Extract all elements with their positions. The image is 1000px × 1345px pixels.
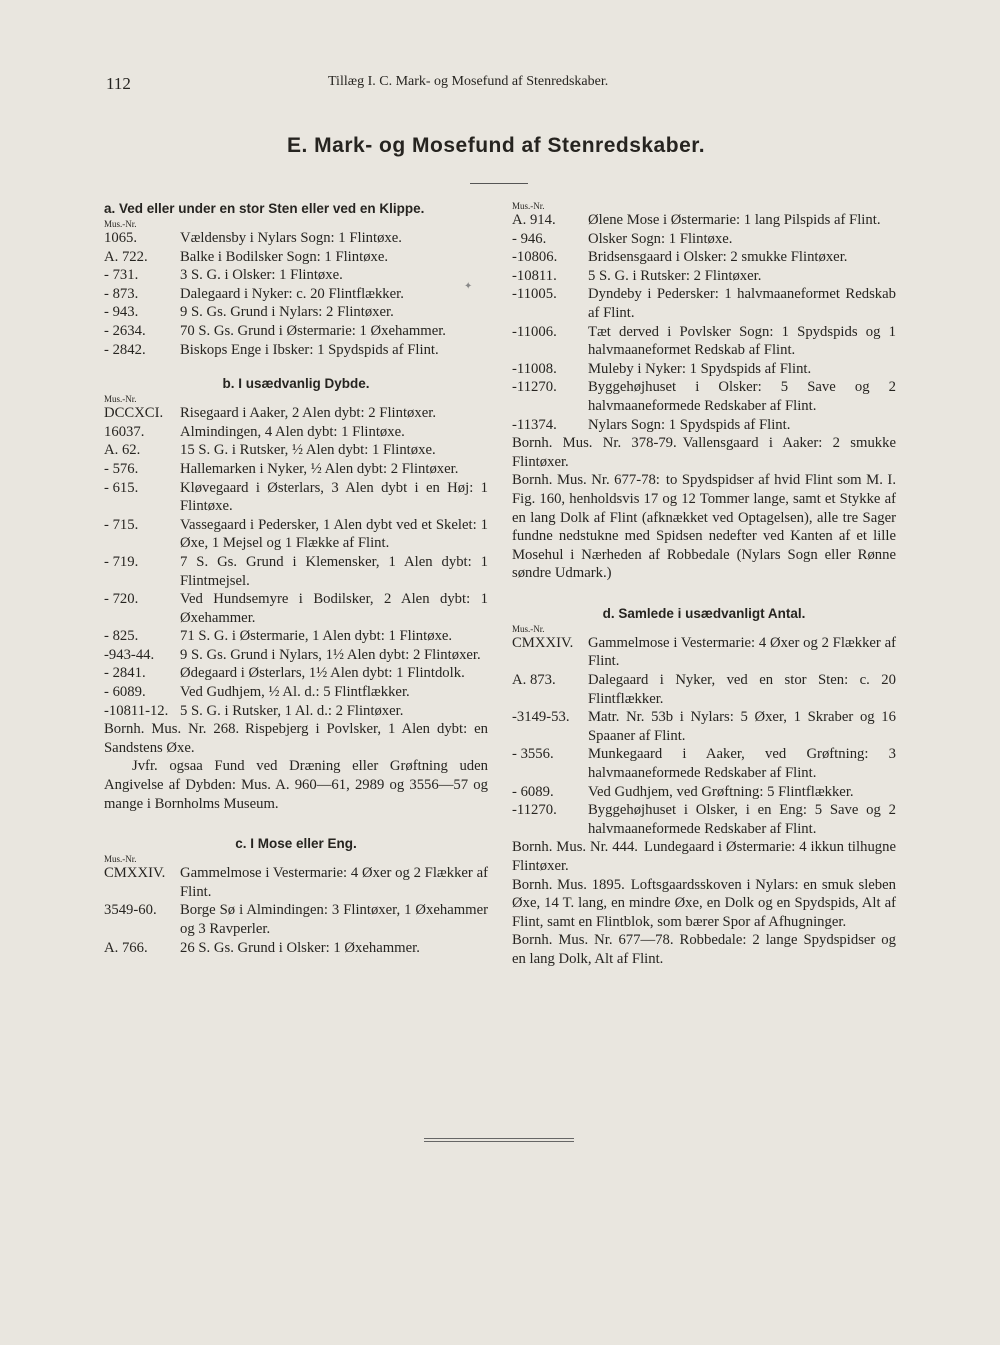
entry-number: Bornh. Mus. Nr. 444. <box>512 839 638 856</box>
entry-text: Gammelmose i Vestermarie: 4 Øxer og 2 Flækker af Flint. <box>180 865 488 900</box>
list-item <box>104 939 488 958</box>
entry-number: A. 873. <box>512 672 556 689</box>
list-item <box>512 876 896 932</box>
entry-number: CMXXIV. <box>104 865 166 882</box>
list-item <box>512 416 896 435</box>
mus-nr-label: Mus.-Nr. <box>104 394 137 405</box>
note-paragraph: Jvfr. ogsaa Fund ved Dræning eller Grøftning uden Angivelse af Dybden: Mus. A. 960—61, 2989 og 3556—57 og mange i Bornholms Museum. <box>104 758 488 812</box>
bottom-rule-bottom <box>424 1141 574 1142</box>
list-item <box>512 248 896 267</box>
entry-number: 3549-60. <box>104 902 157 919</box>
list-item <box>104 627 488 646</box>
section-heading: a. Ved eller under en stor Sten eller ved en Klippe. <box>104 201 425 216</box>
entry-number: -943-44. <box>104 646 155 663</box>
entry-text: Tæt derved i Povlsker Sogn: 1 Spydspids og 1 halvmaaneformet Redskab af Flint. <box>588 323 896 359</box>
entry-number: - 720. <box>104 591 139 608</box>
left-column <box>104 200 488 957</box>
list-item <box>512 931 896 968</box>
entry-number: A. 914. <box>512 212 556 228</box>
entry-text: Hallemarken i Nyker, ½ Alen dybt: 2 Flintøxer. <box>180 460 459 477</box>
list-item <box>512 434 896 471</box>
entry-number: - 3556. <box>512 746 554 763</box>
entry-number: -11006. <box>512 323 557 340</box>
entry-text: Byggehøjhuset i Olsker, i en Eng: 5 Save og 2 halvmaaneformede Redskaber af Flint. <box>588 802 896 837</box>
entry-text: Ølene Mose i Østermarie: 1 lang Pilspids af Flint. <box>588 212 881 228</box>
list-item <box>512 838 896 875</box>
entry-text: Lundegaard i Østermarie: 4 ikkun tilhugne Flintøxer. <box>512 839 896 874</box>
entry-text: Robbedale: 2 lange Spydspidser og en lang Dolk, Alt af Flint. <box>512 932 896 967</box>
list-item <box>104 285 488 304</box>
list-item <box>104 590 488 627</box>
entry-text: 71 S. G. i Østermarie, 1 Alen dybt: 1 Flintøxe. <box>180 628 453 645</box>
entry-text: Balke i Bodilsker Sogn: 1 Flintøxe. <box>180 248 389 265</box>
entry-number: -11270. <box>512 379 557 396</box>
entry-text: Munkegaard i Aaker, ved Grøftning: 3 halvmaaneformede Redskaber af Flint. <box>588 746 896 782</box>
entry-text: Risegaard i Aaker, 2 Alen dybt: 2 Flintøxer. <box>180 405 436 422</box>
speck-mark: ✦ <box>464 281 473 292</box>
mus-nr-label: Mus.-Nr. <box>512 201 545 211</box>
mus-nr-label: Mus.-Nr. <box>104 219 137 229</box>
entry-text: Dalegaard i Nyker, ved en stor Sten: c. 20 Flintflækker. <box>588 672 896 707</box>
list-item <box>512 267 896 286</box>
entry-number: -11270. <box>512 802 557 819</box>
entry-text: Vallensgaard i Aaker: 2 smukke Flintøxer. <box>512 435 896 470</box>
list-item <box>512 471 896 583</box>
entry-number: - 6089. <box>512 783 554 800</box>
entry-text: 26 S. Gs. Grund i Olsker: 1 Øxehammer. <box>180 939 420 956</box>
entry-number: DCCXCI. <box>104 405 164 422</box>
entry-number: - 946. <box>512 230 547 247</box>
list-item <box>512 634 896 671</box>
entry-number: - 715. <box>104 516 139 533</box>
mus-nr-label: Mus.-Nr. <box>512 623 545 634</box>
entry-number: - 825. <box>104 628 139 645</box>
entry-number: A. 722. <box>104 248 148 265</box>
right-column <box>512 200 896 969</box>
entry-number: -10806. <box>512 249 558 266</box>
list-item <box>104 441 488 460</box>
list-item <box>512 360 896 379</box>
entry-number: A. 766. <box>104 939 148 956</box>
entry-text: Muleby i Nyker: 1 Spydspids af Flint. <box>588 360 812 377</box>
entry-text: Vældensby i Nylars Sogn: 1 Flintøxe. <box>180 230 402 246</box>
entry-text: 5 S. G. i Rutsker: 2 Flintøxer. <box>588 267 762 284</box>
page-title: E. Mark- og Mosefund af Stenredskaber. <box>287 134 706 157</box>
entry-text: Almindingen, 4 Alen dybt: 1 Flintøxe. <box>180 423 405 440</box>
entry-number: Bornh. Mus. 1895. <box>512 876 625 893</box>
list-item <box>512 783 896 802</box>
list-item <box>512 708 896 745</box>
entry-number: - 615. <box>104 479 139 496</box>
bottom-rule-top <box>424 1138 574 1139</box>
list-item <box>104 404 488 423</box>
entry-text: 15 S. G. i Rutsker, ½ Alen dybt: 1 Flintøxe. <box>180 442 436 459</box>
list-item <box>104 248 488 267</box>
list-item <box>104 901 488 938</box>
running-head: Tillæg I. C. Mark- og Mosefund af Stenredskaber. <box>328 74 609 89</box>
entry-text: Ved Gudhjem, ved Grøftning: 5 Flintflækker. <box>588 783 854 800</box>
entry-number: -11005. <box>512 286 557 303</box>
list-item <box>104 322 488 341</box>
entry-number: 1065. <box>104 230 138 246</box>
list-item <box>512 323 896 360</box>
section-heading: c. I Mose eller Eng. <box>235 836 357 852</box>
entry-number: - 731. <box>104 267 139 284</box>
entry-number: -11374. <box>512 416 557 433</box>
entry-text: Ødegaard i Østerlars, 1½ Alen dybt: 1 Flintdolk. <box>180 665 465 682</box>
list-item <box>104 303 488 322</box>
entry-number: Bornh. Mus. Nr. 677-78: <box>512 472 660 489</box>
section-heading: d. Samlede i usædvanligt Antal. <box>602 605 806 621</box>
entry-number: -10811-12. <box>104 702 169 719</box>
entry-text: 7 S. Gs. Grund i Klemensker, 1 Alen dybt: 1 Flintmejsel. <box>180 553 488 589</box>
list-item <box>104 553 488 590</box>
entry-number: CMXXIV. <box>512 634 574 651</box>
entry-text: Matr. Nr. 53b i Nylars: 5 Øxer, 1 Skraber og 16 Spaaner af Flint. <box>588 709 896 744</box>
entry-text: 5 S. G. i Rutsker, 1 Al. d.: 2 Flintøxer. <box>180 702 404 719</box>
entry-number: - 873. <box>104 285 139 302</box>
entry-text: 9 S. Gs. Grund i Nylars, 1½ Alen dybt: 2 Flintøxer. <box>180 646 481 663</box>
list-item <box>104 646 488 665</box>
entry-text: 3 S. G. i Olsker: 1 Flintøxe. <box>180 267 343 284</box>
list-item <box>104 864 488 901</box>
section-heading: b. I usædvanlig Dybde. <box>222 376 370 392</box>
entry-text: Nylars Sogn: 1 Spydspids af Flint. <box>588 416 791 433</box>
entry-text: 9 S. Gs. Grund i Nylars: 2 Flintøxer. <box>180 304 394 321</box>
list-item <box>512 745 896 782</box>
list-item <box>512 801 896 838</box>
entry-number: - 576. <box>104 460 139 477</box>
entry-number: - 6089. <box>104 684 146 701</box>
list-item <box>512 378 896 415</box>
entry-number: - 2634. <box>104 322 146 339</box>
entry-number: Bornh. Mus. Nr. 378-79. <box>512 435 677 452</box>
entry-text: Dyndeby i Pedersker: 1 halvmaaneformet Redskab af Flint. <box>588 286 896 321</box>
list-item <box>104 341 488 360</box>
list-item <box>104 683 488 702</box>
title-rule <box>470 183 528 184</box>
entry-text: Kløvegaard i Østerlars, 3 Alen dybt i en Høj: 1 Flintøxe. <box>180 479 488 515</box>
list-item <box>104 423 488 442</box>
entry-number: -3149-53. <box>512 709 570 726</box>
list-item <box>104 702 488 721</box>
list-item <box>104 516 488 553</box>
entry-text: Borge Sø i Almindingen: 3 Flintøxer, 1 Øxehammer og 3 Ravperler. <box>180 902 488 937</box>
list-item <box>104 720 488 757</box>
entry-text: Vassegaard i Pedersker, 1 Alen dybt ved et Skelet: 1 Øxe, 1 Mejsel og 1 Flække af Flint. <box>180 516 488 552</box>
entry-text: Dalegaard i Nyker: c. 20 Flintflækker. <box>180 285 404 302</box>
entry-number: - 943. <box>104 304 139 321</box>
entry-number: 16037. <box>104 423 145 440</box>
entry-number: Bornh. Mus. Nr. 268. <box>104 721 240 738</box>
entry-text: Byggehøjhuset i Olsker: 5 Save og 2 halvmaaneformede Redskaber af Flint. <box>588 379 896 414</box>
list-item <box>512 211 896 230</box>
list-item <box>104 479 488 516</box>
entry-text: Biskops Enge i Ibsker: 1 Spydspids af Flint. <box>180 341 439 358</box>
list-item <box>104 266 488 285</box>
entry-number: - 719. <box>104 553 139 570</box>
list-item <box>104 460 488 479</box>
list-item <box>104 664 488 683</box>
entry-text: Ved Gudhjem, ½ Al. d.: 5 Flintflækker. <box>180 684 410 701</box>
entry-text: to Spydspidser af hvid Flint som M. I. Fig. 160, henholdsvis 17 og 12 Tommer lange, samt et Stykke af en lang Dolk af Flint (afknækket ved Optagelsen), alle tre Sager fundne nedstukne med Spidsen nedefter ved Kanten af et lille Mosehul i Nærheden af Robbedale (Nylars Sogn eller Rønne søndre Udmark.) <box>512 472 896 582</box>
mus-nr-label: Mus.-Nr. <box>104 854 137 865</box>
entry-text: Olsker Sogn: 1 Flintøxe. <box>588 230 733 247</box>
entry-number: - 2841. <box>104 665 146 682</box>
entry-text: Gammelmose i Vestermarie: 4 Øxer og 2 Flækker af Flint. <box>588 634 896 670</box>
entry-number: -10811. <box>512 267 557 284</box>
list-item <box>512 285 896 322</box>
list-item <box>104 229 488 248</box>
list-item <box>512 671 896 708</box>
entry-number: - 2842. <box>104 341 146 358</box>
entry-text: Bridsensgaard i Olsker: 2 smukke Flintøxer. <box>588 249 848 266</box>
entry-number: Bornh. Mus. Nr. 677—78. <box>512 932 674 949</box>
entry-text: Loftsgaardsskoven i Nylars: en smuk sleben Øxe, 14 T. lang, en mindre Øxe, en Dolk og en Spydspids, Alt af Flint, samt en Flintblok, som bærer Spor af Afhugninger. <box>512 876 896 930</box>
list-item <box>512 230 896 249</box>
page-number: 112 <box>106 74 131 93</box>
entry-number: A. 62. <box>104 442 141 459</box>
entry-text: 70 S. Gs. Grund i Østermarie: 1 Øxehammer. <box>180 322 446 339</box>
entry-text: Ved Hundsemyre i Bodilsker, 2 Alen dybt: 1 Øxehammer. <box>180 591 488 626</box>
entry-text: Rispebjerg i Povlsker, 1 Alen dybt: en Sandstens Øxe. <box>104 721 488 756</box>
entry-number: -11008. <box>512 360 557 377</box>
